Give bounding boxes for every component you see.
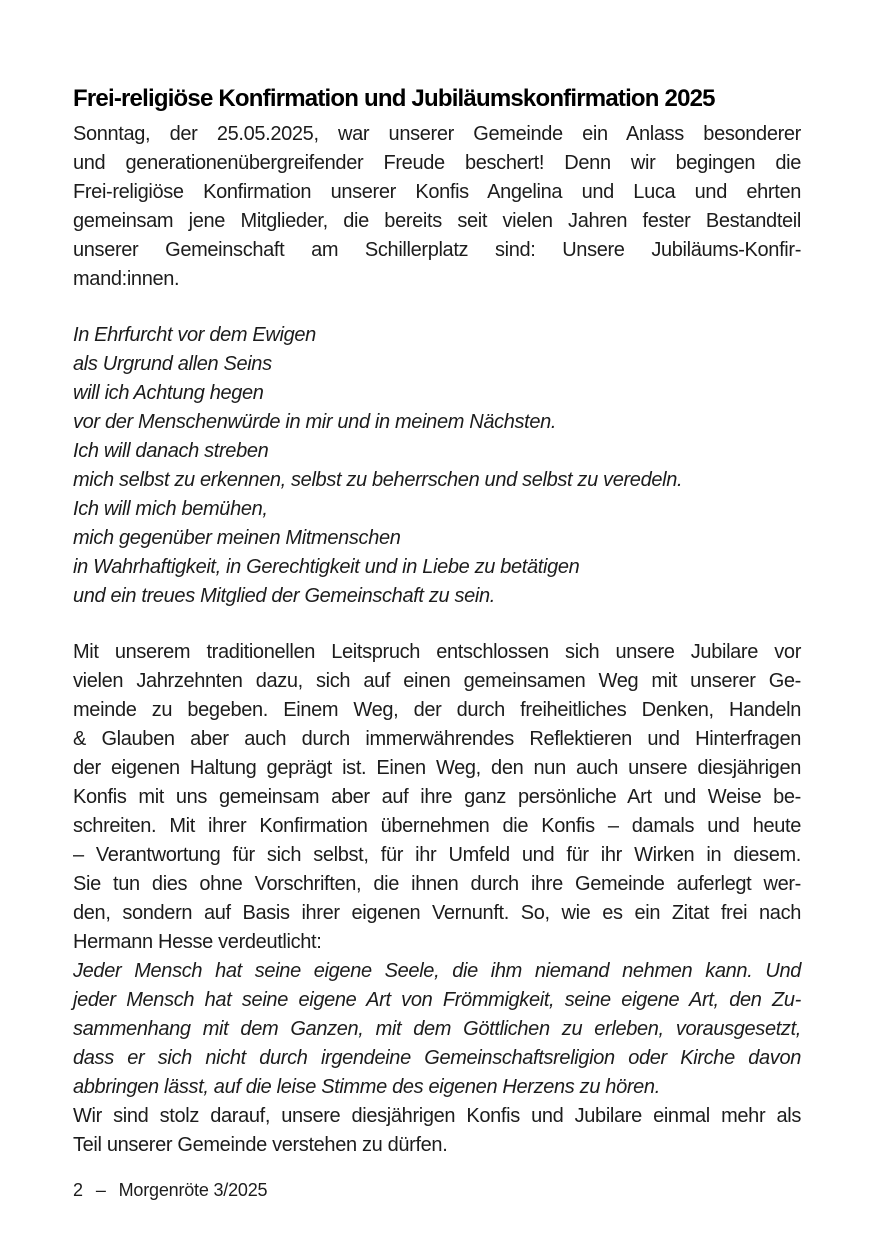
text-line: dass er sich nicht durch irgendeine Gemeinschaftsreligion oder Kirche davon (73, 1047, 801, 1069)
text-line: als Urgrund allen Seins (73, 353, 272, 375)
publication-name: Morgenröte 3/2025 (118, 1180, 268, 1200)
text-line: gemeinsam jene Mitglieder, die bereits seit vielen Jahren fester Bestandteil (73, 210, 801, 232)
text-line: Frei-religiöse Konfirmation unserer Konfis Angelina und Luca und ehrten (73, 181, 801, 203)
text-line: Jeder Mensch hat seine eigene Seele, die ihm niemand nehmen kann. Und (73, 960, 801, 982)
closing-paragraph (73, 1102, 801, 1160)
footer-separator: – (95, 1180, 106, 1200)
intro-paragraph (73, 120, 801, 294)
page-footer (73, 1180, 267, 1201)
text-line: mand:innen. (73, 268, 180, 290)
text-line: Ich will danach streben (73, 440, 269, 462)
text-line: in Wahrhaftigkeit, in Gerechtigkeit und in Liebe zu betätigen (73, 556, 580, 578)
text-line: den, sondern auf Basis ihrer eigenen Vernunft. So, wie es ein Zitat frei nach (73, 902, 801, 924)
text-line: schreiten. Mit ihrer Konfirmation übernehmen die Konfis – damals und heute (73, 815, 801, 837)
text-line: Konfis mit uns gemeinsam aber auf ihre ganz persönliche Art und Weise be- (73, 786, 801, 808)
text-line: und generationenübergreifender Freude beschert! Denn wir begingen die (73, 152, 801, 174)
text-line: jeder Mensch hat seine eigene Art von Frömmigkeit, seine eigene Art, den Zu- (73, 989, 801, 1011)
text-line: vielen Jahrzehnten dazu, sich auf einen gemeinsamen Weg mit unserer Ge- (73, 670, 801, 692)
text-line: unserer Gemeinschaft am Schillerplatz sind: Unsere Jubiläums-Konfir- (73, 239, 801, 261)
text-line: abbringen lässt, auf die leise Stimme des eigenen Herzens zu hören. (73, 1076, 660, 1098)
hesse-quote (73, 957, 801, 1102)
text-line: mich selbst zu erkennen, selbst zu beherrschen und selbst zu veredeln. (73, 469, 683, 491)
text-line: Mit unserem traditionellen Leitspruch entschlossen sich unsere Jubilare vor (73, 641, 801, 663)
text-line: Hermann Hesse verdeutlicht: (73, 931, 322, 953)
article-title: Frei-religiöse Konfirmation und Jubiläumskonfirmation 2025 (73, 85, 715, 112)
confirmation-creed (73, 321, 801, 611)
text-line: – Verantwortung für sich selbst, für ihr Umfeld und für ihr Wirken in diesem. (73, 844, 801, 866)
page-number: 2 (73, 1180, 83, 1200)
text-line: sammenhang mit dem Ganzen, mit dem Göttlichen zu erleben, vorausgesetzt, (73, 1018, 801, 1040)
text-line: In Ehrfurcht vor dem Ewigen (73, 324, 316, 346)
text-line: vor der Menschenwürde in mir und in meinem Nächsten. (73, 411, 557, 433)
text-line: will ich Achtung hegen (73, 382, 264, 404)
text-line: & Glauben aber auch durch immerwährendes Reflektieren und Hinterfragen (73, 728, 801, 750)
text-line: Wir sind stolz darauf, unsere diesjährigen Konfis und Jubilare einmal mehr als (73, 1105, 801, 1127)
text-line: der eigenen Haltung geprägt ist. Einen Weg, den nun auch unsere diesjährigen (73, 757, 801, 779)
text-line: Sie tun dies ohne Vorschriften, die ihnen durch ihre Gemeinde auferlegt wer- (73, 873, 801, 895)
main-paragraph (73, 638, 801, 957)
text-line: Ich will mich bemühen, (73, 498, 268, 520)
text-line: meinde zu begeben. Einem Weg, der durch freiheitliches Denken, Handeln (73, 699, 801, 721)
text-line: Teil unserer Gemeinde verstehen zu dürfen. (73, 1134, 448, 1156)
text-line: und ein treues Mitglied der Gemeinschaft zu sein. (73, 585, 495, 607)
text-line: mich gegenüber meinen Mitmenschen (73, 527, 401, 549)
text-line: Sonntag, der 25.05.2025, war unserer Gemeinde ein Anlass besonderer (73, 123, 801, 145)
